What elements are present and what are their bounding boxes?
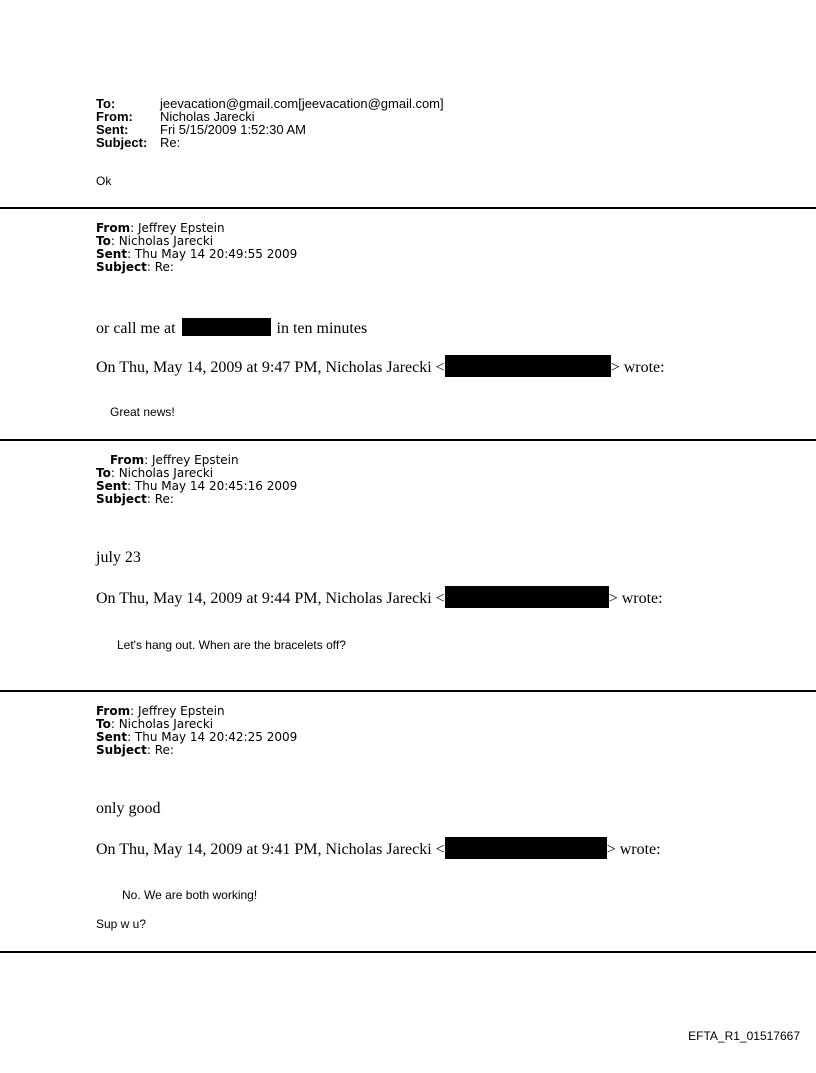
subject-label: Subject: — [96, 135, 148, 150]
redaction-box — [445, 837, 607, 859]
msg2-quoted-text: Let's hang out. When are the bracelets off? — [117, 638, 346, 652]
msg3-subject: Subject: Re: — [96, 743, 174, 757]
msg1-quoted-text: Great news! — [110, 405, 175, 419]
redaction-box — [445, 355, 611, 377]
msg2-quote-intro: On Thu, May 14, 2009 at 9:44 PM, Nicholas Jarecki < > wrote: — [96, 586, 663, 608]
from-label: From: — [96, 109, 133, 124]
sent-label: Sent: — [96, 122, 129, 137]
divider — [0, 439, 816, 441]
to-label: To: — [96, 96, 116, 111]
msg2-to: To: Nicholas Jarecki — [96, 466, 214, 480]
msg1-body: or call me at in ten minutes — [96, 320, 368, 337]
msg3-quote-intro: On Thu, May 14, 2009 at 9:41 PM, Nicholas Jarecki < > wrote: — [96, 837, 661, 859]
msg3-quoted-text: No. We are both working! — [122, 888, 258, 902]
msg1-quote-intro: On Thu, May 14, 2009 at 9:47 PM, Nicholas Jarecki < > wrote: — [96, 355, 665, 377]
subject-value: Re: — [160, 135, 181, 150]
sent-value: Fri 5/15/2009 1:52:30 AM — [160, 122, 306, 137]
msg2-sent: Sent: Thu May 14 20:45:16 2009 — [96, 479, 298, 493]
to-value: jeevacation@gmail.com[jeevacation@gmail.com] — [160, 96, 444, 111]
msg3-sent: Sent: Thu May 14 20:42:25 2009 — [96, 730, 298, 744]
redaction-box — [445, 586, 609, 608]
msg3-from: From: Jeffrey Epstein — [96, 704, 225, 718]
msg1-sent: Sent: Thu May 14 20:49:55 2009 — [96, 247, 298, 261]
redaction-box — [182, 318, 271, 336]
reply-body: Ok — [96, 174, 112, 188]
divider — [0, 951, 816, 953]
divider — [0, 690, 816, 692]
msg1-from: From: Jeffrey Epstein — [96, 221, 225, 235]
document-id: EFTA_R1_01517667 — [688, 1029, 800, 1043]
from-value: Nicholas Jarecki — [160, 109, 255, 124]
msg2-subject: Subject: Re: — [96, 492, 174, 506]
msg2-from: From: Jeffrey Epstein — [110, 453, 239, 467]
divider — [0, 207, 816, 209]
msg3-quoted-text-2: Sup w u? — [96, 917, 147, 931]
msg1-to: To: Nicholas Jarecki — [96, 234, 214, 248]
msg3-to: To: Nicholas Jarecki — [96, 717, 214, 731]
msg3-body: only good — [96, 800, 161, 817]
msg1-subject: Subject: Re: — [96, 260, 174, 274]
msg2-body: july 23 — [96, 549, 141, 566]
